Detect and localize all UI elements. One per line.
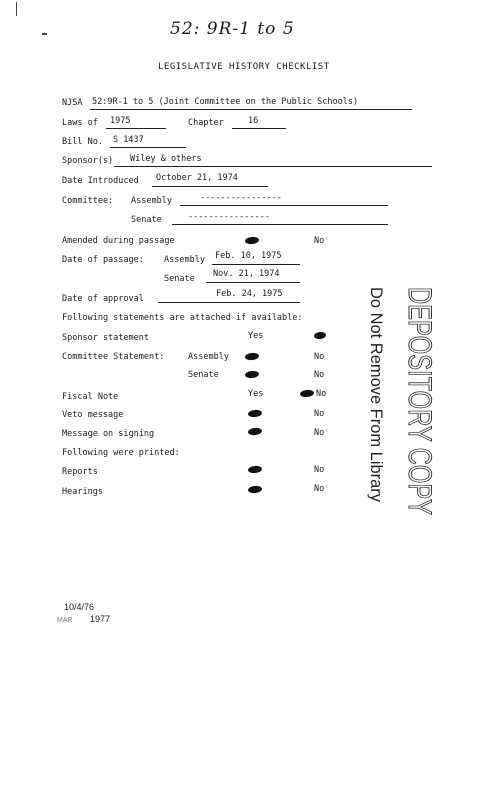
reports-no: No <box>314 465 325 475</box>
stamp-line-1: DEPOSITORY COPY <box>402 287 438 517</box>
passage-assembly-label: Assembly <box>164 255 205 265</box>
njsa-value: 52:9R-1 to 5 (Joint Committee on the Public Schools) <box>92 97 359 107</box>
handwritten-reference: 52: 9R-1 to 5 <box>170 19 295 39</box>
chapter-value: 16 <box>248 116 259 126</box>
sponsor-line <box>114 166 432 167</box>
answer-mark-sponsor-statement <box>314 331 327 339</box>
date-introduced-line <box>152 186 268 187</box>
passage-label: Date of passage: <box>62 255 144 265</box>
veto-message-no: No <box>314 409 325 419</box>
answer-mark-hearings <box>248 485 263 493</box>
answer-mark-amended <box>245 236 260 244</box>
committee-assembly-line <box>180 205 388 206</box>
scan-mark <box>16 2 17 16</box>
attached-heading: Following statements are attached if available: <box>62 313 303 323</box>
sponsor-statement-label: Sponsor statement <box>62 333 149 343</box>
bill-line <box>110 147 186 148</box>
committee-assembly-value: ---------------- <box>200 193 282 203</box>
sponsor-value: Wiley & others <box>130 154 202 164</box>
approval-value: Feb. 24, 1975 <box>216 289 283 299</box>
committee-senate-statement-no: No <box>314 370 325 380</box>
printed-heading: Following were printed: <box>62 448 180 458</box>
committee-senate-value: ---------------- <box>188 212 270 222</box>
fiscal-note-yes: Yes <box>248 389 264 399</box>
answer-mark-committee-senate <box>245 370 260 378</box>
chapter-label: Chapter <box>188 118 224 128</box>
passage-senate-line <box>206 282 300 283</box>
answer-mark-fiscal-note <box>300 389 315 397</box>
answer-mark-message-on-signing <box>248 427 263 435</box>
amended-no: No <box>314 236 325 246</box>
stamp-line-2: Do Not Remove From Library <box>367 287 386 510</box>
fiscal-note-no: No <box>316 389 327 399</box>
hearings-label: Hearings <box>62 487 103 497</box>
laws-value: 1975 <box>110 116 131 126</box>
date-introduced-value: October 21, 1974 <box>156 173 238 183</box>
answer-mark-reports <box>248 465 263 473</box>
approval-line <box>158 302 300 303</box>
date-introduced-label: Date Introduced <box>62 176 139 186</box>
committee-senate-label: Senate <box>131 215 162 225</box>
laws-label: Laws of <box>62 118 98 128</box>
sponsor-label: Sponsor(s) <box>62 156 114 166</box>
njsa-line <box>90 109 412 110</box>
chapter-line <box>232 128 286 129</box>
approval-label: Date of approval <box>62 294 144 304</box>
answer-mark-committee-assembly <box>245 352 260 360</box>
answer-mark-veto-message <box>248 409 263 417</box>
njsa-label: NJSA <box>62 98 83 108</box>
bill-label: Bill No. <box>62 137 103 147</box>
depository-stamp <box>353 287 443 517</box>
footer-date: 10/4/76 <box>64 602 95 612</box>
bill-value: S 1437 <box>113 135 144 145</box>
passage-assembly-value: Feb. 10, 1975 <box>215 251 282 261</box>
passage-senate-value: Nov. 21, 1974 <box>213 269 280 279</box>
committee-statement-no: No <box>314 352 325 362</box>
footer-year: 1977 <box>90 614 111 624</box>
committee-senate-statement-label: Senate <box>188 370 219 380</box>
sponsor-statement-yes: Yes <box>248 331 264 341</box>
passage-assembly-line <box>212 264 300 265</box>
veto-message-label: Veto message <box>62 410 124 420</box>
page-title: LEGISLATIVE HISTORY CHECKLIST <box>158 62 330 72</box>
fiscal-note-label: Fiscal Note <box>62 392 119 402</box>
passage-senate-label: Senate <box>164 274 195 284</box>
committee-senate-line <box>172 224 388 225</box>
footer-month: MAR <box>57 617 73 624</box>
message-on-signing-no: No <box>314 428 325 438</box>
amended-label: Amended during passage <box>62 236 175 246</box>
committee-assembly-label: Assembly <box>131 196 172 206</box>
scan-mark <box>42 33 47 35</box>
message-on-signing-label: Message on signing <box>62 429 155 439</box>
laws-line <box>106 128 166 129</box>
hearings-no: No <box>314 484 325 494</box>
committee-statement-assembly-label: Assembly <box>188 352 229 362</box>
committee-statement-label: Committee Statement: <box>62 352 165 362</box>
reports-label: Reports <box>62 467 98 477</box>
committee-label: Committee: <box>62 196 114 206</box>
